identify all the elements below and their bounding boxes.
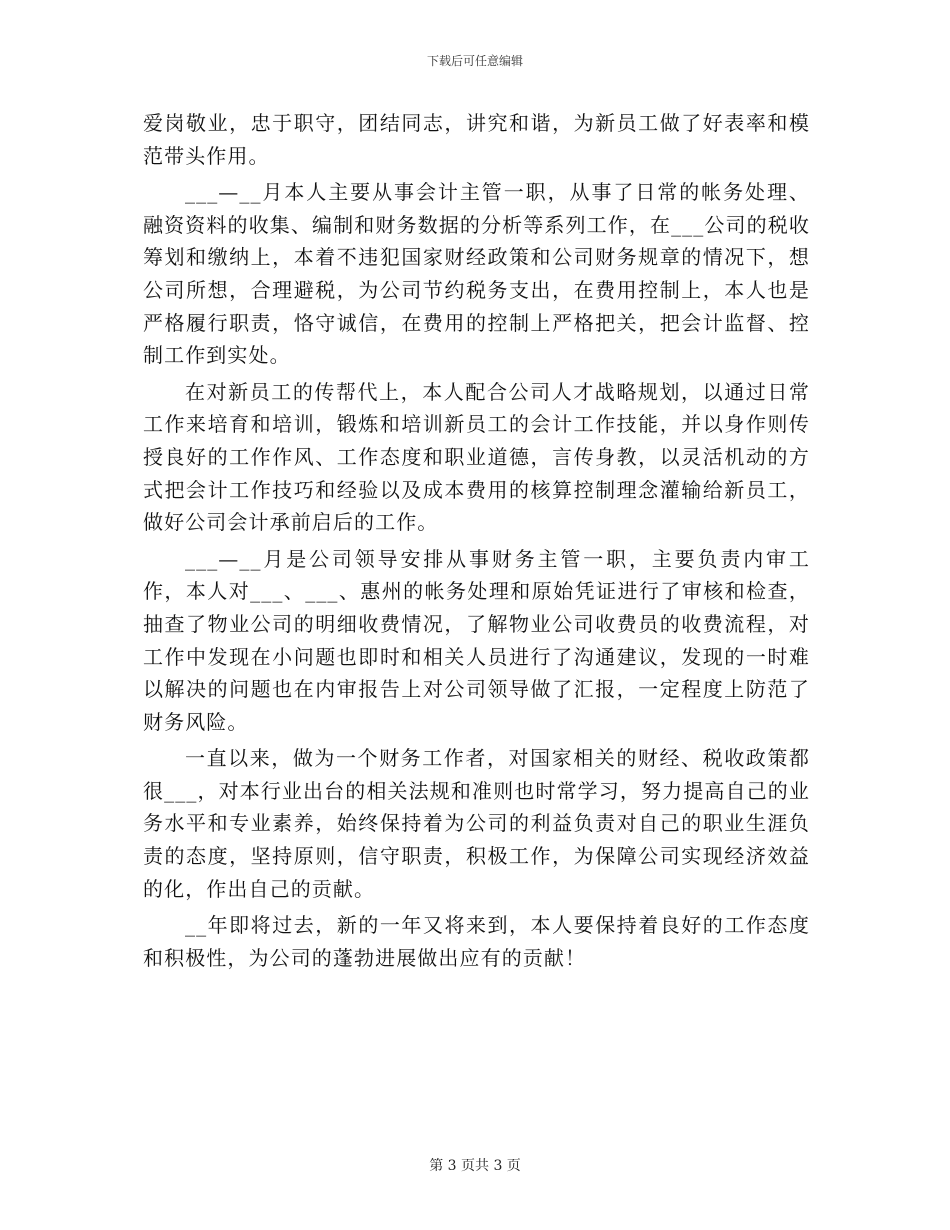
paragraph-2: ___—__月本人主要从事会计主管一职，从事了日常的帐务处理、融资资料的收集、编制和财务数据的分析等系列工作，在___公司的税收筹划和缴纳上，本着不违犯国家财经政策和公司财务规章的情况下，想公司所想，合理避税，为公司节约税务支出，在费用控制上，本人也是严格履行职责，恪守诚信，在费用的控制上严格把关，把会计监督、控制工作到实处。 bbox=[143, 180, 810, 368]
paragraph-5: 一直以来，做为一个财务工作者，对国家相关的财经、税收政策都很___，对本行业出台的相关法规和准则也时常学习，努力提高自己的业务水平和专业素养，始终保持着为公司的利益负责对自己的职业生涯负责的态度，坚持原则，信守职责，积极工作，为保障公司实现经济效益的化，作出自己的贡献。 bbox=[143, 746, 810, 901]
page-footer: 第 3 页共 3 页 bbox=[429, 1158, 521, 1174]
document-body bbox=[143, 107, 810, 978]
paragraph-6: __年即将过去，新的一年又将来到，本人要保持着良好的工作态度和积极性，为公司的蓬勃进展做出应有的贡献！ bbox=[143, 913, 810, 970]
paragraph-4: ___—__月是公司领导安排从事财务主管一职，主要负责内审工作，本人对___、___、惠州的帐务处理和原始凭证进行了审核和检查，抽查了物业公司的明细收费情况，了解物业公司收费员的收费流程，对工作中发现在小问题也即时和相关人员进行了沟通建议，发现的一时难以解决的问题也在内审报告上对公司领导做了汇报，一定程度上防范了财务风险。 bbox=[143, 546, 810, 734]
page-header: 下载后可任意编辑 bbox=[426, 54, 523, 68]
paragraph-3: 在对新员工的传帮代上，本人配合公司人才战略规划，以通过日常工作来培育和培训，锻炼和培训新员工的会计工作技能，并以身作则传授良好的工作作风、工作态度和职业道德，言传身教，以灵活机动的方式把会计工作技巧和经验以及成本费用的核算控制理念灌输给新员工，做好公司会计承前启后的工作。 bbox=[143, 379, 810, 535]
paragraph-1: 爱岗敬业，忠于职守，团结同志，讲究和谐，为新员工做了好表率和模范带头作用。 bbox=[143, 111, 810, 168]
